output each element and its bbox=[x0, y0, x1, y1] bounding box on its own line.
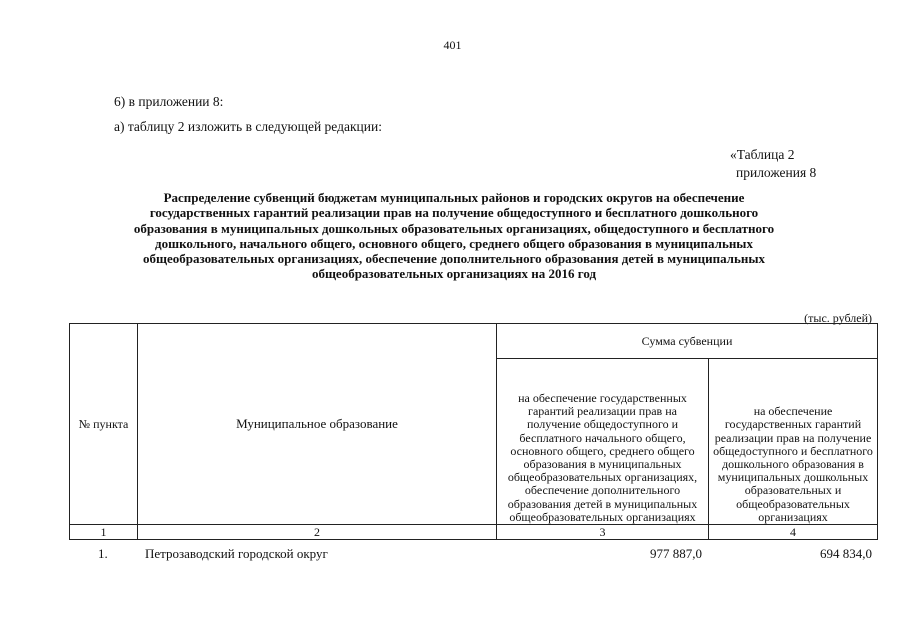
row-number: 1. bbox=[98, 546, 108, 561]
intro-line-1: 6) в приложении 8: bbox=[114, 94, 224, 109]
title-line: дошкольного, начального общего, основного общего, среднего общего образования в муниципальных bbox=[155, 235, 753, 251]
header-subvention-sum: Сумма субвенции bbox=[497, 324, 878, 359]
header-item-number: № пункта bbox=[70, 324, 138, 525]
table-reference-line-1: «Таблица 2 bbox=[730, 147, 795, 162]
title-line: Распределение субвенций бюджетам муниципальных районов и городских округов на обеспечение bbox=[163, 190, 745, 205]
intro-line-2: а) таблицу 2 изложить в следующей редакции: bbox=[114, 119, 382, 134]
header-general-education: на обеспечение государственных гарантий реализации прав на получение общедоступного и бесплатного начального общего, основного общего, среднего общего образования в муниципальных общеобразовательных организациях, обеспечение дополнительного образования детей в муниципальных общеобразовательных организациях bbox=[497, 359, 709, 525]
row-municipality: Петрозаводский городской округ bbox=[145, 546, 328, 561]
title-line: образования в муниципальных дошкольных образовательных организациях, общедоступного и бесплатного bbox=[133, 220, 775, 236]
header-preschool-education: на обеспечение государственных гарантий реализации прав на получение общедоступного и бесплатного дошкольного образования в муниципальных дошкольных образовательных и общеобразовательных организациях bbox=[709, 359, 878, 525]
column-number: 2 bbox=[138, 525, 497, 540]
title-line: общеобразовательных организациях, обеспечение дополнительного образования детей в муниципальных bbox=[142, 251, 765, 267]
subvention-table bbox=[69, 323, 878, 540]
table-reference bbox=[730, 146, 816, 182]
column-number: 4 bbox=[709, 525, 878, 540]
units-label: (тыс. рублей) bbox=[804, 311, 872, 325]
row-general-education-value: 977 887,0 bbox=[650, 546, 702, 561]
column-number: 1 bbox=[70, 525, 138, 540]
row-preschool-education-value: 694 834,0 bbox=[820, 546, 872, 561]
page-number: 401 bbox=[443, 38, 462, 52]
header-municipality: Муниципальное образование bbox=[138, 324, 497, 525]
title-line: государственных гарантий реализации прав на получение общедоступного и бесплатного дошкольного bbox=[149, 205, 759, 221]
document-title bbox=[90, 190, 818, 282]
title-line: общеобразовательных организациях на 2016 год bbox=[311, 266, 597, 282]
column-number: 3 bbox=[497, 525, 709, 540]
table-reference-line-2: приложения 8 bbox=[736, 165, 817, 180]
